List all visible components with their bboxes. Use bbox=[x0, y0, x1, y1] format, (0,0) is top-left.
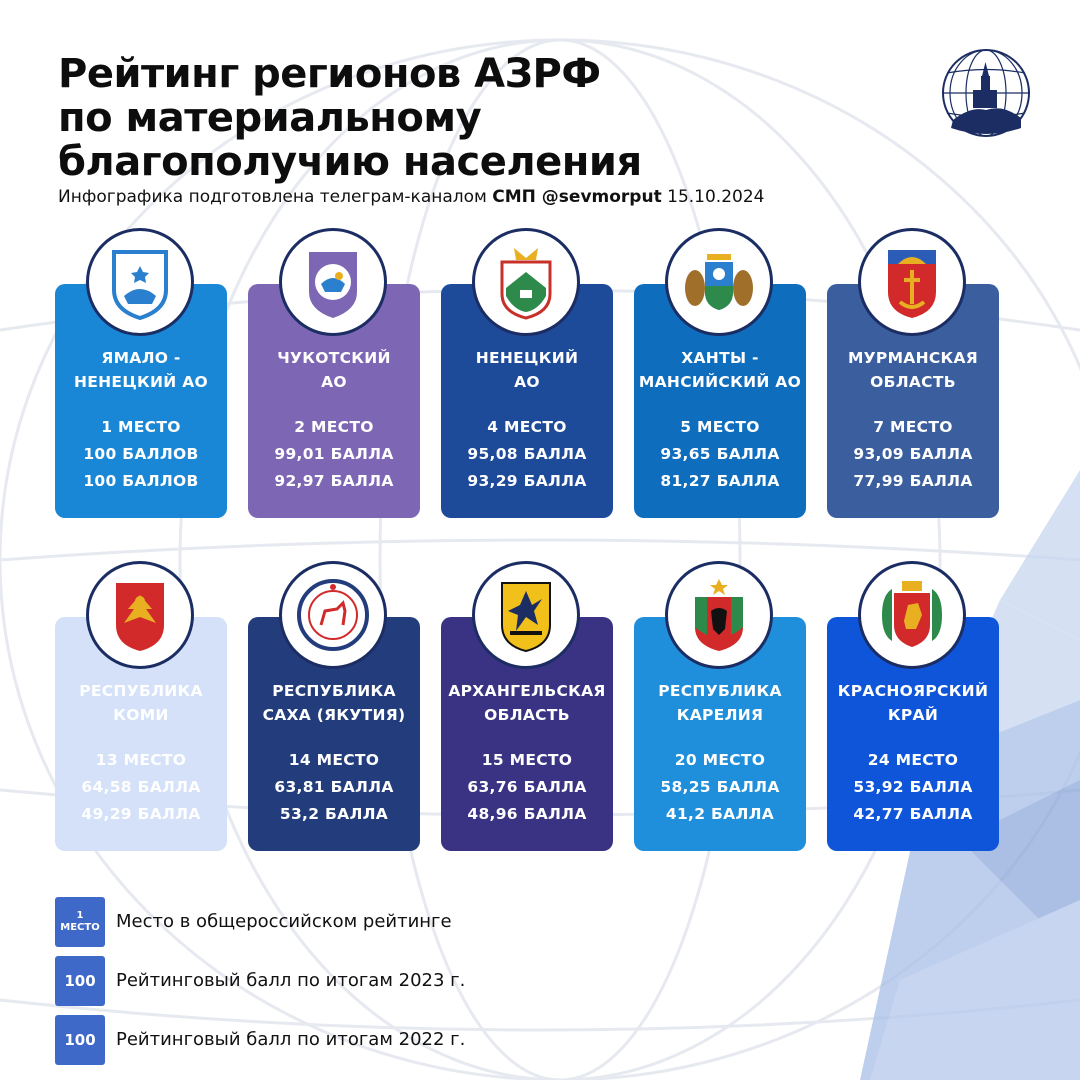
score-2022: 41,2 БАЛЛА bbox=[665, 805, 775, 823]
score-2023: 64,58 БАЛЛА bbox=[81, 778, 201, 796]
score-2022: 92,97 БАЛЛА bbox=[274, 472, 394, 490]
score-2022: 100 БАЛЛОВ bbox=[83, 472, 199, 490]
region-name: ЧУКОТСКИЙ АО bbox=[277, 349, 391, 391]
nenets-emblem-icon bbox=[472, 228, 580, 336]
score-2023: 53,92 БАЛЛА bbox=[853, 778, 973, 796]
legend-score-2023-box: 100 bbox=[55, 956, 105, 1006]
score-2023: 95,08 БАЛЛА bbox=[467, 445, 587, 463]
channel-name: СМП @sevmorput bbox=[492, 187, 662, 207]
arkhangelsk-emblem-icon bbox=[472, 561, 580, 669]
region-name: РЕСПУБЛИКА САХА (ЯКУТИЯ) bbox=[262, 682, 406, 724]
score-2022: 77,99 БАЛЛА bbox=[853, 472, 973, 490]
score-2023: 100 БАЛЛОВ bbox=[83, 445, 199, 463]
region-place: 1 МЕСТО bbox=[101, 418, 181, 436]
score-2022: 53,2 БАЛЛА bbox=[279, 805, 389, 823]
komi-emblem-icon bbox=[86, 561, 194, 669]
region-name: АРХАНГЕЛЬСКАЯ ОБЛАСТЬ bbox=[448, 682, 606, 724]
region-place: 24 МЕСТО bbox=[867, 751, 959, 769]
score-2022: 81,27 БАЛЛА bbox=[660, 472, 780, 490]
region-place: 2 МЕСТО bbox=[294, 418, 374, 436]
score-2022: 93,29 БАЛЛА bbox=[467, 472, 587, 490]
region-place: 7 МЕСТО bbox=[873, 418, 953, 436]
murmansk-emblem-icon bbox=[858, 228, 966, 336]
region-name: ЯМАЛО - НЕНЕЦКИЙ АО bbox=[74, 349, 208, 391]
score-2022: 48,96 БАЛЛА bbox=[467, 805, 587, 823]
legend-score-2022-box: 100 bbox=[55, 1015, 105, 1065]
region-place: 5 МЕСТО bbox=[680, 418, 760, 436]
region-name: РЕСПУБЛИКА КАРЕЛИЯ bbox=[658, 682, 782, 724]
score-2023: 63,81 БАЛЛА bbox=[274, 778, 394, 796]
score-2022: 49,29 БАЛЛА bbox=[81, 805, 201, 823]
subtitle: Инфографика подготовлена телеграм-каналом СМП @sevmorput 15.10.2024 bbox=[58, 187, 765, 207]
region-name: МУРМАНСКАЯ ОБЛАСТЬ bbox=[847, 349, 979, 391]
region-place: 13 МЕСТО bbox=[95, 751, 187, 769]
krasnoyarsk-emblem-icon bbox=[858, 561, 966, 669]
karelia-emblem-icon bbox=[665, 561, 773, 669]
region-place: 14 МЕСТО bbox=[288, 751, 380, 769]
yamal-emblem-icon bbox=[86, 228, 194, 336]
region-place: 20 МЕСТО bbox=[674, 751, 766, 769]
region-name: РЕСПУБЛИКА КОМИ bbox=[79, 682, 203, 724]
score-2023: 93,09 БАЛЛА bbox=[853, 445, 973, 463]
page-title: Рейтинг регионов АЗРФ по материальному благополучию населения bbox=[58, 51, 642, 185]
sakha-emblem-icon bbox=[279, 561, 387, 669]
region-name: КРАСНОЯРСКИЙ КРАЙ bbox=[837, 682, 989, 724]
legend-place-box: 1 МЕСТО bbox=[55, 897, 105, 947]
region-name: НЕНЕЦКИЙ АО bbox=[475, 349, 579, 391]
score-2023: 63,76 БАЛЛА bbox=[467, 778, 587, 796]
score-2023: 99,01 БАЛЛА bbox=[274, 445, 394, 463]
region-name: ХАНТЫ - МАНСИЙСКИЙ АО bbox=[638, 349, 802, 391]
score-2023: 93,65 БАЛЛА bbox=[660, 445, 780, 463]
legend-score-2023-text: Рейтинговый балл по итогам 2023 г. bbox=[116, 970, 466, 991]
legend-place-text: Место в общероссийском рейтинге bbox=[116, 911, 452, 932]
score-2022: 42,77 БАЛЛА bbox=[853, 805, 973, 823]
chukotka-emblem-icon bbox=[279, 228, 387, 336]
score-2023: 58,25 БАЛЛА bbox=[660, 778, 780, 796]
legend-score-2022-text: Рейтинговый балл по итогам 2022 г. bbox=[116, 1029, 466, 1050]
smp-globe-logo-icon bbox=[941, 48, 1031, 138]
khanty-emblem-icon bbox=[665, 228, 773, 336]
region-place: 4 МЕСТО bbox=[487, 418, 567, 436]
region-place: 15 МЕСТО bbox=[481, 751, 573, 769]
